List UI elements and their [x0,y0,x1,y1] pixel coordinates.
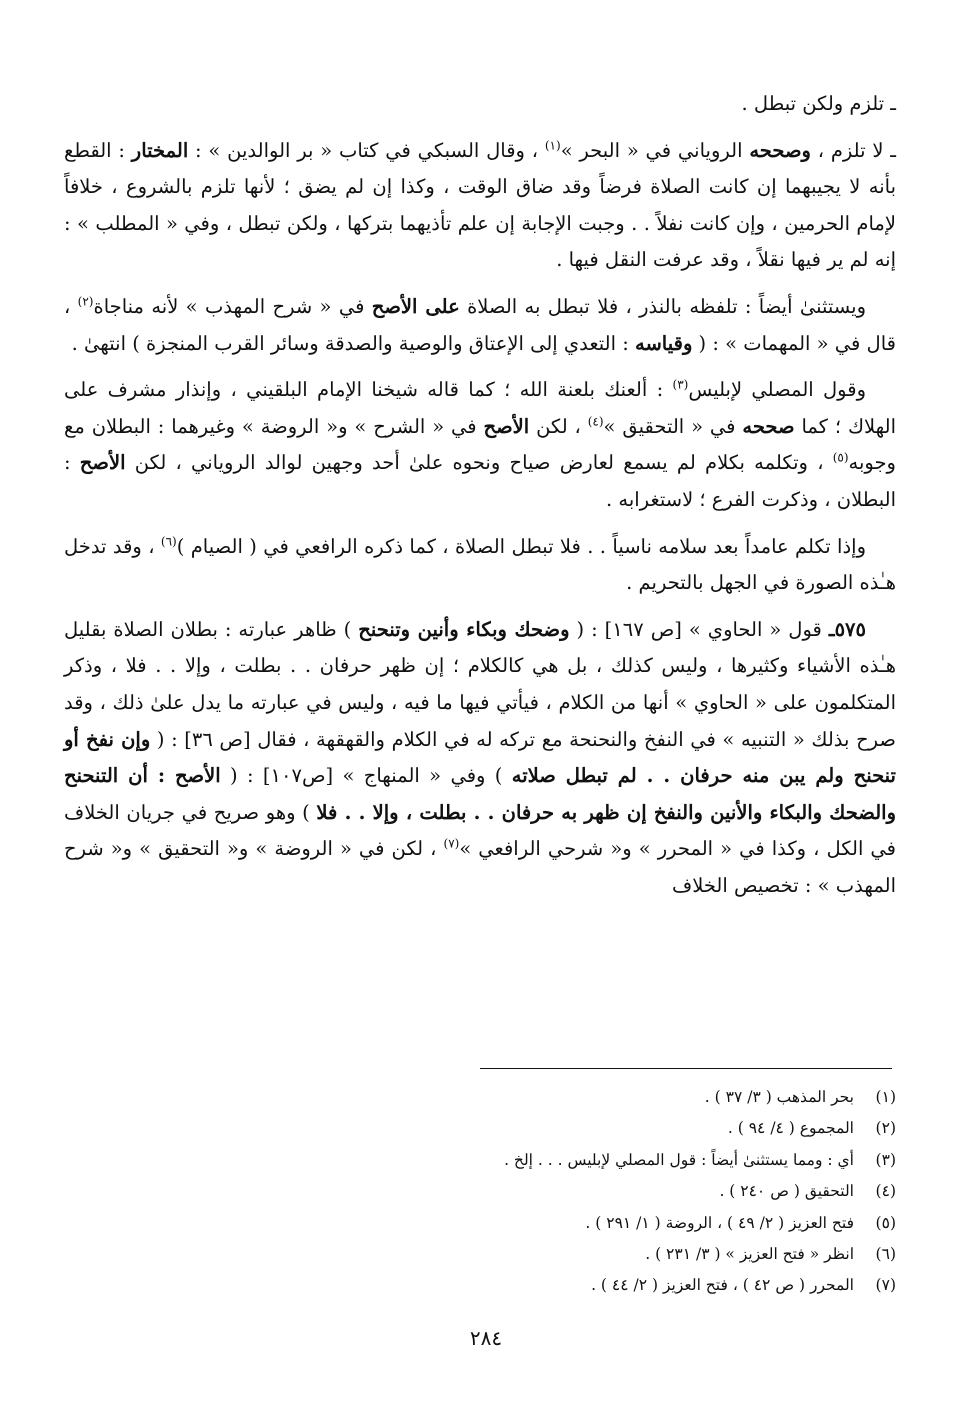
footnote-number: (٥) [875,1213,896,1232]
footnotes [136,1082,896,1302]
paragraph [64,612,896,905]
text-run: ) وهو صريح في جريان الخلاف في الكل ، وكذا في « المحرر » و« شرحي الرافعي » [64,800,896,861]
paragraph [64,529,896,602]
paragraph [64,86,896,123]
footnote-text: فتح العزيز ( ٢/ ٤٩ ) ، الروضة ( ١/ ٢٩١ ) . [585,1213,854,1232]
text-run: ويستثنىٰ أيضاً : تلفظه بالنذر ، فلا تبطل به الصلاة [459,294,866,318]
footnote-ref: (٣) [672,377,689,392]
paragraph [64,289,896,362]
footnote [136,1145,896,1176]
footnote-text: أي : ومما يستثنىٰ أيضاً : قول المصلي لإبليس . . . إلخ . [504,1150,854,1169]
footnote-text: المجموع ( ٤/ ٩٤ ) . [727,1119,854,1138]
text-run: في « التحقيق » [603,414,743,438]
bold-run: ٥٧٥ـ [828,617,866,641]
text-run: : التعدي إلى الإعتاق والوصية والصدقة وسائر القرب المنجزة ) انتهىٰ . [71,331,635,355]
bold-run: وإن نفخ أو تنحنح ولم يبن منه حرفان . . لم تبطل صلاته [64,727,896,788]
footnote [136,1082,896,1113]
text-run: ، لكن في « الروضة » و« التحقيق » و« شرح المهذب » : تخصيص الخلاف [64,837,896,897]
text-run: وإذا تكلم عامداً بعد سلامه ناسياً . . فلا تبطل الصلاة ، كما ذكره الرافعي في ( الصيام ) [176,534,866,558]
bold-run: الأصح [483,414,530,438]
bold-run: الأصح [79,451,126,475]
footnote-ref: (١) [544,138,561,153]
footnote-text: المحرر ( ص ٤٢ ) ، فتح العزيز ( ٢/ ٤٤ ) . [591,1276,854,1295]
text-run: ، وقال السبكي في كتاب « بر الوالدين » : [188,138,545,162]
page-number: ٢٨٤ [469,1326,503,1350]
bold-run: وصححه [749,138,811,162]
text-run: ، لكن [529,414,588,438]
text-run: وقول المصلي لإبليس [688,378,866,402]
footnote-number: (٢) [875,1119,896,1138]
bold-run: الأصح : أن التنحنح والضحك والبكاء والأنين والنفخ إن ظهر به حرفان . . بطلت ، وإلا . . فلا [64,764,896,824]
footnote-number: (٣) [875,1150,896,1169]
footnote [136,1270,896,1301]
text-run: الروياني في « البحر » [560,138,750,162]
text-run: ـ لا تلزم ، [810,138,896,162]
footnote-number: (١) [875,1088,896,1106]
paragraph [64,372,896,518]
footnote-number: (٦) [875,1245,896,1264]
bold-run: المختار [131,138,189,162]
footnote-ref: (٥) [832,450,849,465]
footnote-text: انظر « فتح العزيز » ( ٣/ ٢٣١ ) . [645,1245,854,1264]
text-run: في « الشرح » و« الروضة » وغيرهما : البطلان مع وجوبه [64,414,896,475]
text-run: ، وقد تدخل هـٰذه الصورة في الجهل بالتحريم . [64,534,896,595]
footnote [136,1239,896,1270]
footnote-number: (٧) [875,1276,896,1295]
footnote-separator [480,1068,892,1069]
text-run: ، قال في « المهمات » : ( [64,294,896,355]
footnote-ref: (٦) [160,534,177,549]
bold-run: صححه [742,414,795,438]
text-run: : القطع بأنه لا يجيبهما إن كانت الصلاة فرضاً وقد ضاق الوقت ، وكذا إن لم يضق ؛ لأنها تلزم بالشروع ، خلافاً لإمام الحرمين ، وإن كانت نفلاً . . وجبت الإجابة إن علم تأذيهما بتركها ، ولكن تبطل ، وفي « المطلب » : إنه لم ير فيها نقلاً ، وقد عرفت النقل فيها . [64,138,896,272]
text-run: : البطلان ، وذكرت الفرع ؛ لاستغرابه . [64,451,896,511]
footnote [136,1113,896,1144]
text-run: ) وفي « المنهاج » [ص١٠٧] : ( [220,764,512,788]
footnote-number: (٤) [875,1182,896,1201]
footnote [136,1208,896,1239]
footnote [136,1176,896,1207]
main-text [64,86,896,914]
footnote-text: التحقيق ( ص ٢٤٠ ) . [719,1182,854,1201]
footnote-ref: (٧) [443,836,460,851]
text-run: ، وتكلمه بكلام لم يسمع لعارض صياح ونحوه علىٰ أحد وجهين لوالد الروياني ، لكن [125,451,833,475]
text-run: قول « الحاوي » [ص ١٦٧] : ( [569,617,829,641]
bold-run: على الأصح [371,294,460,318]
text-run: ـ تلزم ولكن تبطل . [741,92,896,115]
text-run: في « شرح المهذب » لأنه مناجاة [93,294,372,318]
bold-run: وضحك وبكاء وأنين وتنحنح [358,617,570,641]
paragraph [64,133,896,279]
bold-run: وقياسه [635,331,693,355]
footnote-ref: (٢) [77,294,94,309]
text-run: : ألعنك بلعنة الله ؛ كما قاله شيخنا الإمام البلقيني ، وإنذار مشرف على الهلاك ؛ كما [64,378,896,438]
footnote-text: بحر المذهب ( ٣/ ٣٧ ) . [704,1088,854,1106]
footnote-ref: (٤) [587,414,604,429]
text-run: ) ظاهر عبارته : بطلان الصلاة بقليل هـٰذه الأشياء وكثيرها ، وليس كذلك ، بل هي كالكلام ؛ إن ظهر حرفان . . بطلت ، وإلا . . فلا ، وذكر المتكلمون على « الحاوي » أنها من الكلام ، فيأتي فيها ما فيه ، وليس في عبارته ما يدل علىٰ ذلك ، وقد صرح بذلك « التنبيه » في النفخ والنحنحة مع تركه له في الكلام والقهقهة ، فقال [ص ٣٦] : ( [64,617,896,751]
